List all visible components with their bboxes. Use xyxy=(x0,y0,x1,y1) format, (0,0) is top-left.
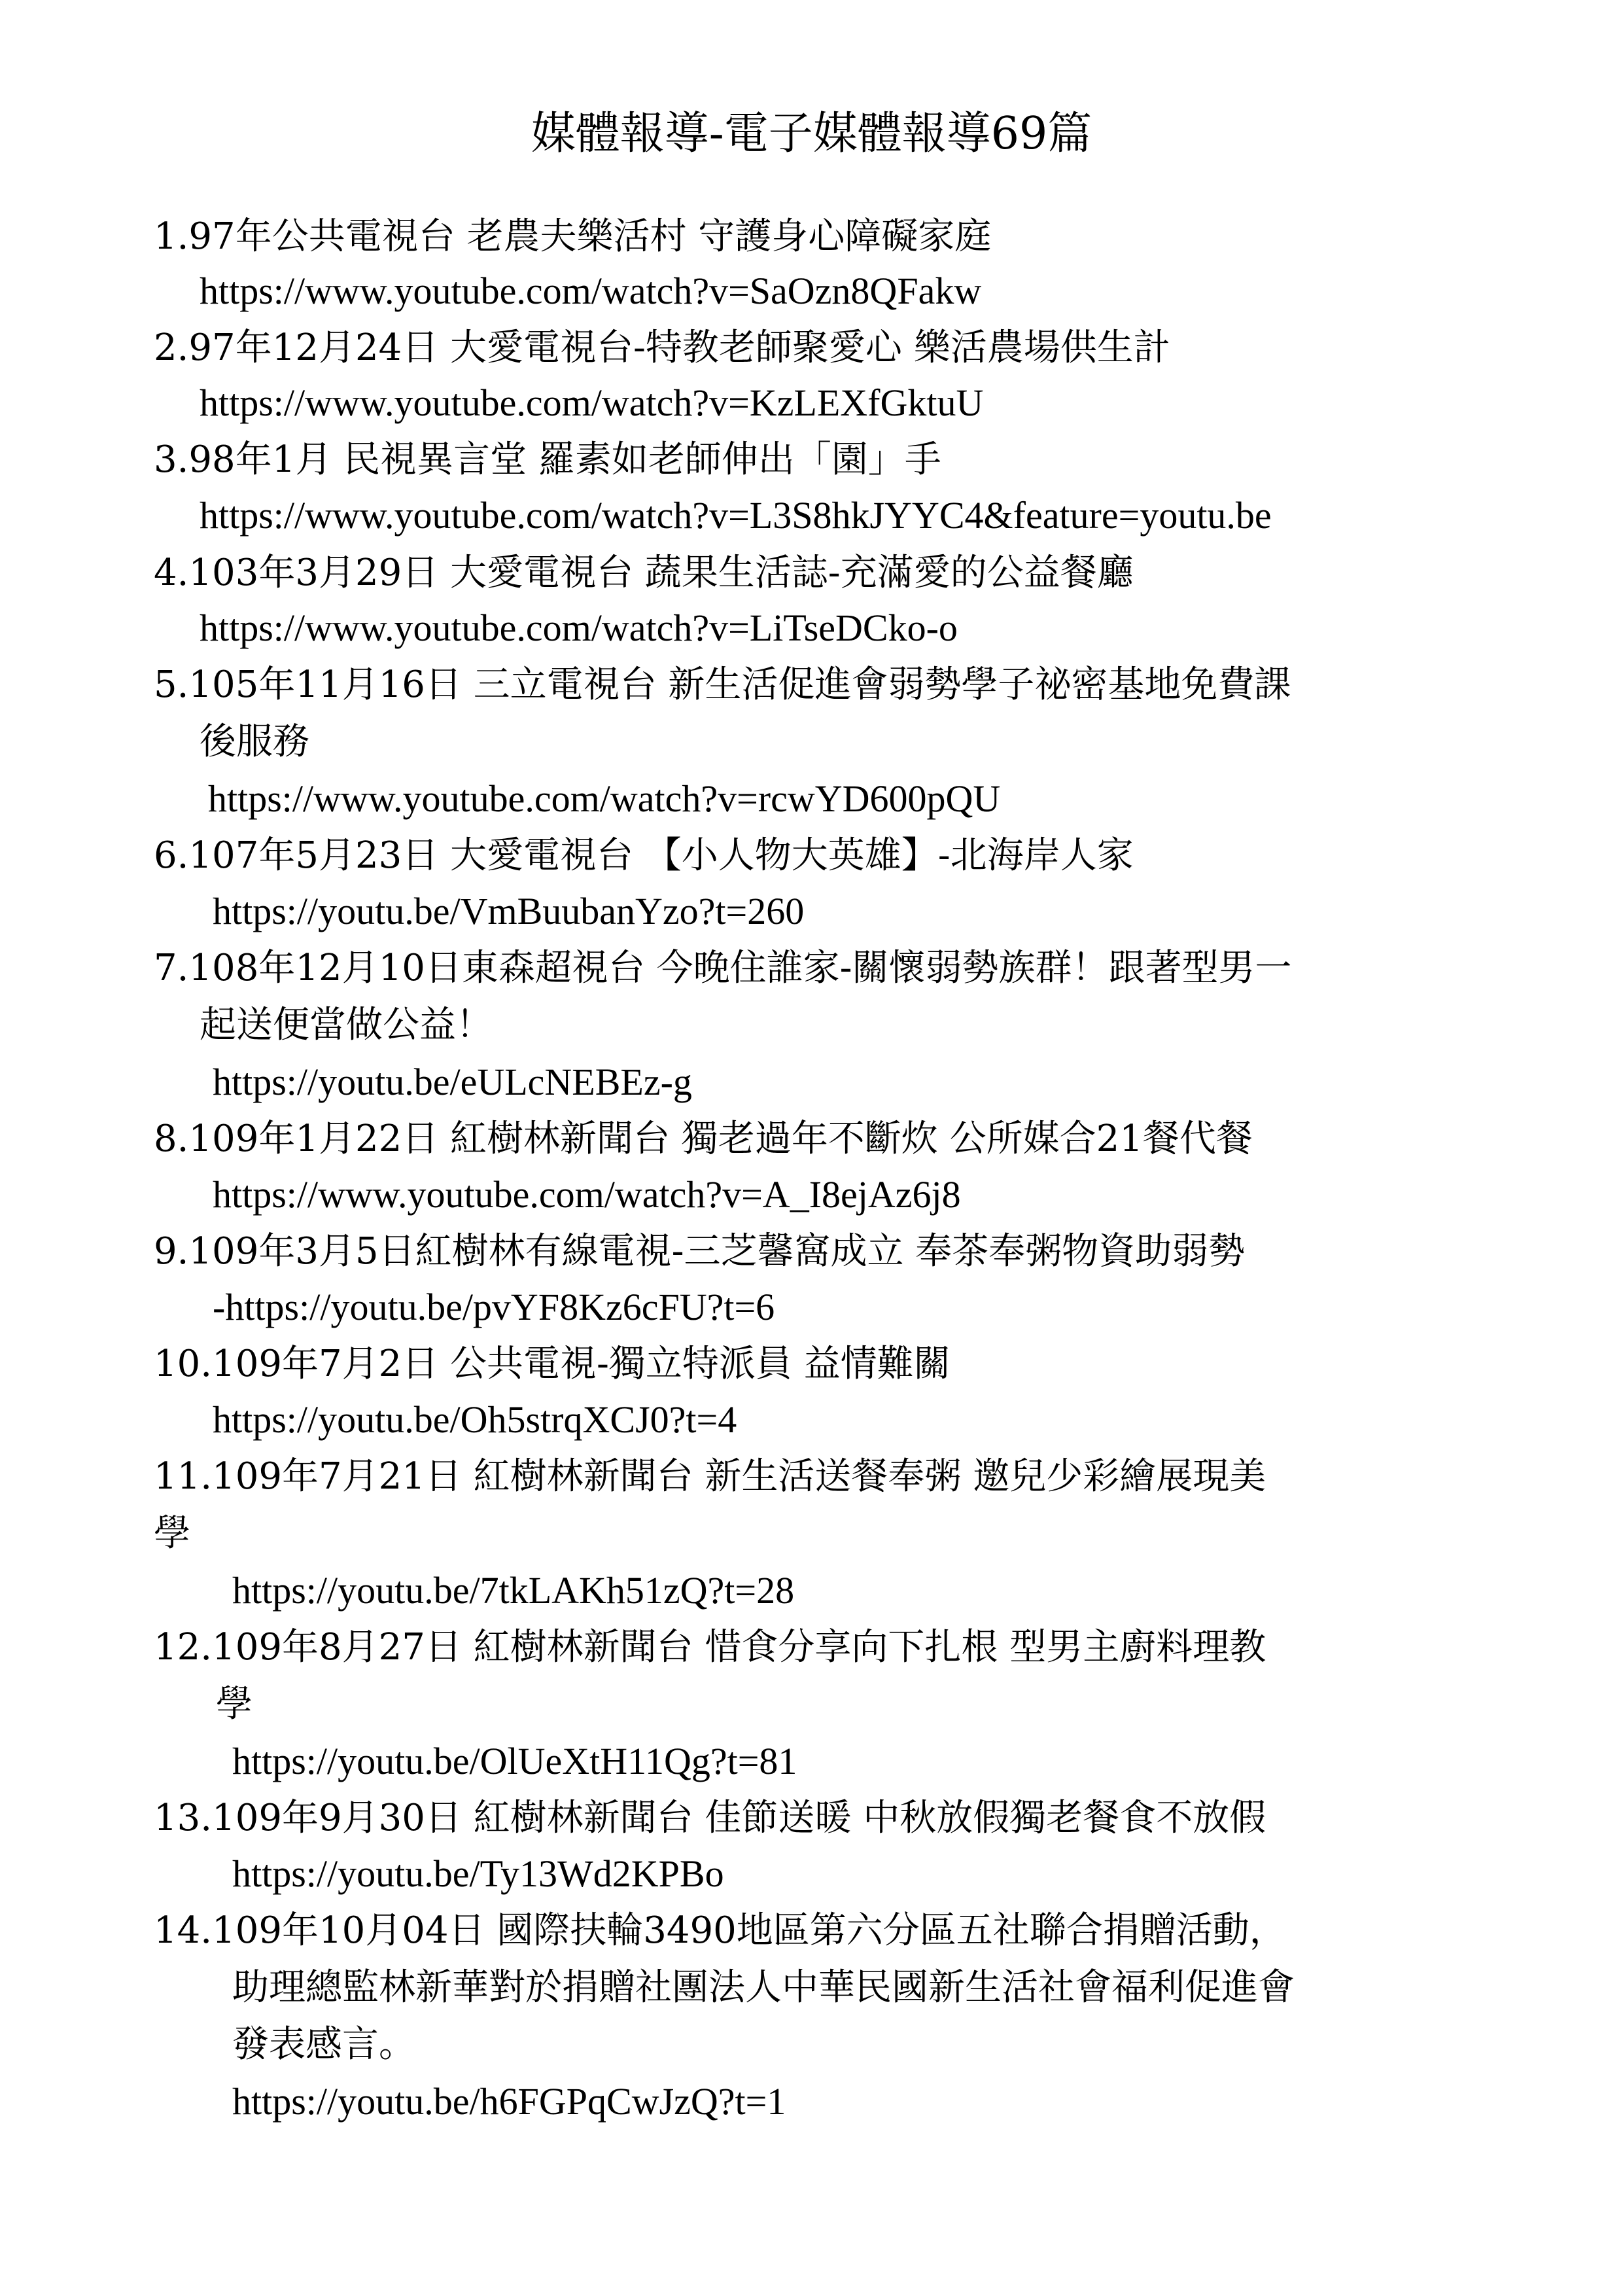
list-item-text: 8.109年1月22日 紅樹林新聞台 獨老過年不斷炊 公所媒合21餐代餐 xyxy=(154,1118,1253,1160)
list-item-url[interactable]: https://www.youtube.com/watch?v=SaOzn8QFakw xyxy=(200,270,982,312)
list-item-url[interactable]: https://www.youtube.com/watch?v=KzLEXfGktuU xyxy=(200,381,984,424)
list-item-continuation: 起送便當做公益！ xyxy=(200,1004,493,1046)
list-item-url[interactable]: https://youtu.be/VmBuubanYzo?t=260 xyxy=(213,890,805,932)
page-title: 媒體報導-電子媒體報導69篇 xyxy=(531,108,1092,160)
list-item-text: 3.98年1月 民視異言堂 羅素如老師伸出「園」手 xyxy=(154,438,941,481)
list-item-text: 11.109年7月21日 紅樹林新聞台 新生活送餐奉粥 邀兒少彩繪展現美 xyxy=(154,1455,1266,1498)
list-item-text: 10.109年7月2日 公共電視-獨立特派員 益情難關 xyxy=(154,1343,951,1385)
list-item-url[interactable]: https://youtu.be/OlUeXtH11Qg?t=81 xyxy=(232,1740,797,1782)
list-item-continuation: 學 xyxy=(154,1512,190,1555)
list-item-url[interactable]: https://youtu.be/eULcNEBEz-g xyxy=(213,1061,692,1103)
list-item-url[interactable]: -https://youtu.be/pvYF8Kz6cFU?t=6 xyxy=(213,1286,775,1328)
list-item-continuation: 助理總監林新華對於捐贈社團法人中華民國新生活社會福利促進會 xyxy=(232,1966,1295,2009)
list-item-text: 9.109年3月5日紅樹林有線電視-三芝馨窩成立 奉茶奉粥物資助弱勢 xyxy=(154,1230,1246,1273)
list-item-url[interactable]: https://www.youtube.com/watch?v=A_I8ejAz6j8 xyxy=(213,1173,961,1216)
list-item-text: 1.97年公共電視台 老農夫樂活村 守護身心障礙家庭 xyxy=(154,215,992,258)
list-item-continuation: 發表感言。 xyxy=(232,2023,415,2066)
list-item-url[interactable]: https://www.youtube.com/watch?v=rcwYD600pQU xyxy=(208,777,1001,820)
list-item-continuation: 後服務 xyxy=(200,720,309,763)
list-item-text: 5.105年11月16日 三立電視台 新生活促進會弱勢學子祕密基地免費課 xyxy=(154,663,1291,706)
list-item-text: 12.109年8月27日 紅樹林新聞台 惜食分享向下扎根 型男主廚料理教 xyxy=(154,1626,1266,1669)
list-item-url[interactable]: https://youtu.be/Ty13Wd2KPBo xyxy=(232,1852,724,1895)
list-item-continuation: 學 xyxy=(216,1683,253,1725)
list-item-text: 14.109年10月04日 國際扶輪3490地區第六分區五社聯合捐贈活動， xyxy=(154,1909,1286,1952)
list-item-text: 4.103年3月29日 大愛電視台 蔬果生活誌-充滿愛的公益餐廳 xyxy=(154,552,1134,594)
list-item-url[interactable]: https://youtu.be/7tkLAKh51zQ?t=28 xyxy=(232,1569,795,1612)
list-item-text: 13.109年9月30日 紅樹林新聞台 佳節送暖 中秋放假獨老餐食不放假 xyxy=(154,1797,1266,1839)
list-item-text: 6.107年5月23日 大愛電視台 【小人物大英雄】-北海岸人家 xyxy=(154,834,1134,877)
list-item-url[interactable]: https://www.youtube.com/watch?v=L3S8hkJYYC4&feature=youtu.be xyxy=(200,494,1272,537)
list-item-url[interactable]: https://youtu.be/Oh5strqXCJ0?t=4 xyxy=(213,1398,737,1441)
list-item-url[interactable]: https://www.youtube.com/watch?v=LiTseDCko-o xyxy=(200,607,958,649)
list-item-text: 7.108年12月10日東森超視台 今晚住誰家-關懷弱勢族群！跟著型男一 xyxy=(154,947,1292,989)
list-item-text: 2.97年12月24日 大愛電視台-特教老師聚愛心 樂活農場供生計 xyxy=(154,327,1170,369)
list-item-url[interactable]: https://youtu.be/h6FGPqCwJzQ?t=1 xyxy=(232,2080,786,2123)
